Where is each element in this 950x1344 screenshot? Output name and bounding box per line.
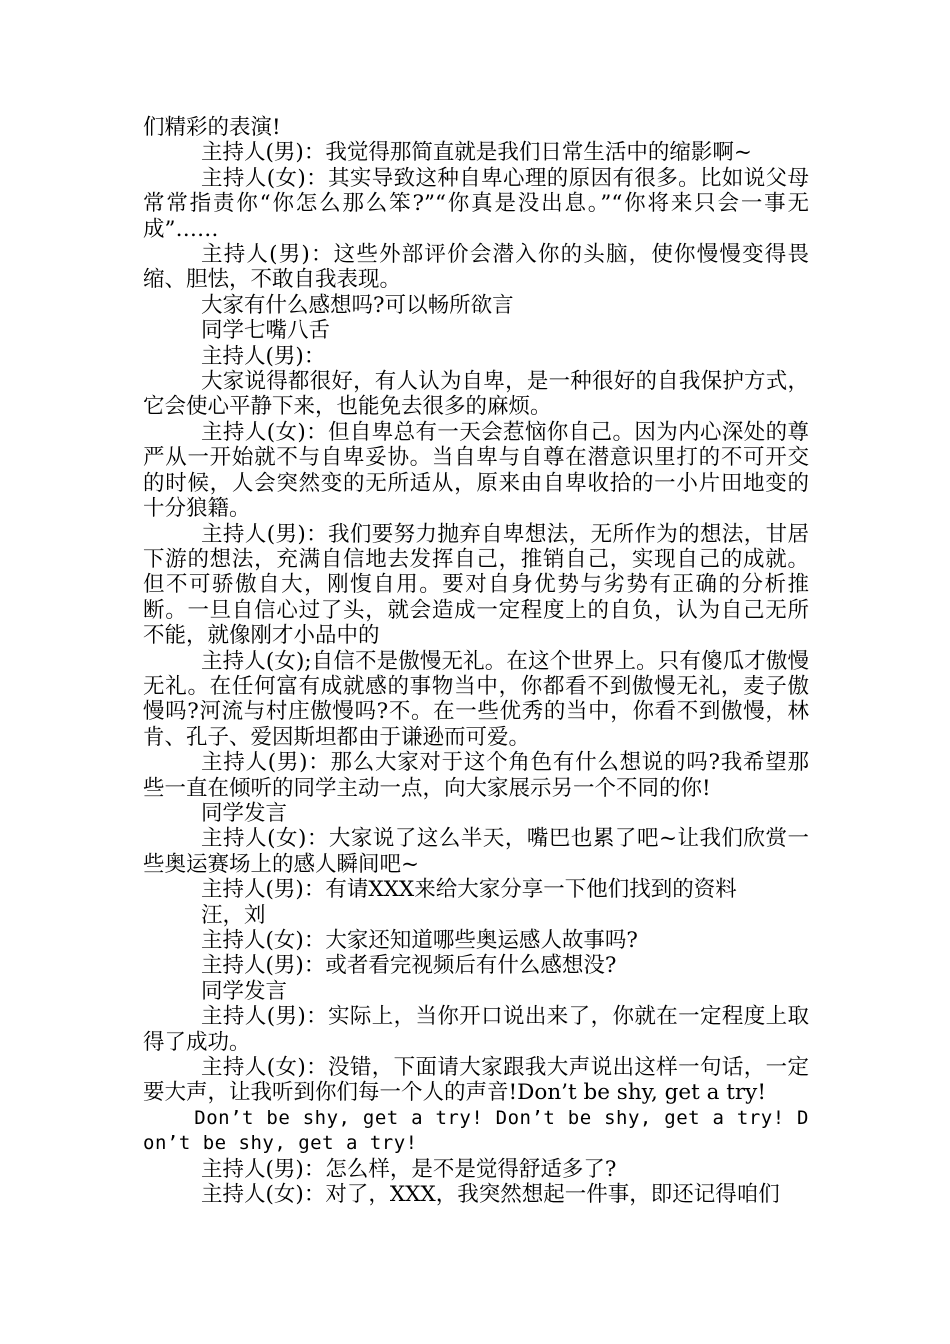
- paragraph-6: 同学七嘴八舌: [201, 318, 331, 344]
- paragraph-21: 主持人(女)：没错，下面请大家跟我大声说出这样一句话，一定要大声，让我听到你们每一个人的声音!Don’t be shy, get a try!: [143, 1055, 809, 1106]
- paragraph-17: 主持人(女)：大家还知道哪些奥运感人故事吗?: [201, 928, 638, 953]
- paragraph-7: 主持人(男)：: [201, 343, 326, 369]
- paragraph-3: 主持人(女)：其实导致这种自卑心理的原因有很多。比如说父母常常指责你“你怎么那么笨?”“你真是没出息。”“你将来只会一事无成”……: [143, 165, 809, 242]
- paragraph-18: 主持人(男)：或者看完视频后有什么感想没?: [201, 953, 617, 979]
- paragraph-2: 主持人(男)：我觉得那简直就是我们日常生活中的缩影啊~: [201, 140, 752, 166]
- paragraph-16: 汪，刘: [201, 902, 266, 928]
- paragraph-8: 大家说得都很好，有人认为自卑，是一种很好的自我保护方式，它会使心平静下来，也能免去很多的麻烦。: [143, 369, 809, 420]
- paragraph-19: 同学发言: [201, 978, 288, 1004]
- paragraph-13: 同学发言: [201, 800, 288, 826]
- paragraph-10: 主持人(男)：我们要努力抛弃自卑想法，无所作为的想法，甘居下游的想法，充满自信地去发挥自己，推销自己，实现自己的成就。但不可骄傲自大，刚愎自用。要对自身优势与劣势有正确的分析推断。一旦自信心过了头，就会造成一定程度上的自负，认为自己无所不能，就像刚才小品中的: [143, 521, 809, 649]
- paragraph-12: 主持人(男)：那么大家对于这个角色有什么想说的吗?我希望那些一直在倾听的同学主动一点，向大家展示另一个不同的你!: [143, 750, 809, 801]
- paragraph-11: 主持人(女);自信不是傲慢无礼。在这个世界上。只有傻瓜才傲慢无礼。在任何富有成就感的事物当中，你都看不到傲慢无礼，麦子傲慢吗?河流与村庄傲慢吗?不。在一些优秀的当中，你看不到傲慢，林肯、孔子、爱因斯坦都由于谦逊而可爱。: [143, 648, 809, 750]
- paragraph-4: 主持人(男)：这些外部评价会潜入你的头脑，使你慢慢变得畏缩、胆怯，不敢自我表现。: [143, 242, 809, 293]
- paragraph-15: 主持人(男)：有请XXX来给大家分享一下他们找到的资料: [201, 877, 737, 903]
- paragraph-22: Don’t be shy, get a try! Don’t be shy, get a try! Don’t be shy, get a try!: [143, 1106, 809, 1155]
- paragraph-20: 主持人(男)：实际上，当你开口说出来了，你就在一定程度上取得了成功。: [143, 1004, 809, 1055]
- paragraph-23: 主持人(男)：怎么样，是不是觉得舒适多了?: [201, 1156, 617, 1182]
- paragraph-24: 主持人(女)：对了，XXX，我突然想起一件事，即还记得咱们: [201, 1182, 780, 1208]
- document-body: [143, 115, 809, 1207]
- paragraph-1: 们精彩的表演!: [143, 115, 281, 140]
- paragraph-14: 主持人(女)：大家说了这么半天，嘴巴也累了吧~让我们欣赏一些奥运赛场上的感人瞬间吧~: [143, 826, 809, 877]
- paragraph-5: 大家有什么感想吗?可以畅所欲言: [201, 292, 514, 318]
- paragraph-9: 主持人(女)：但自卑总有一天会惹恼你自己。因为内心深处的尊严从一开始就不与自卑妥协。当自卑与自尊在潜意识里打的不可开交的时候，人会突然变的无所适从，原来由自卑收拾的一小片田地变的十分狼籍。: [143, 419, 809, 522]
